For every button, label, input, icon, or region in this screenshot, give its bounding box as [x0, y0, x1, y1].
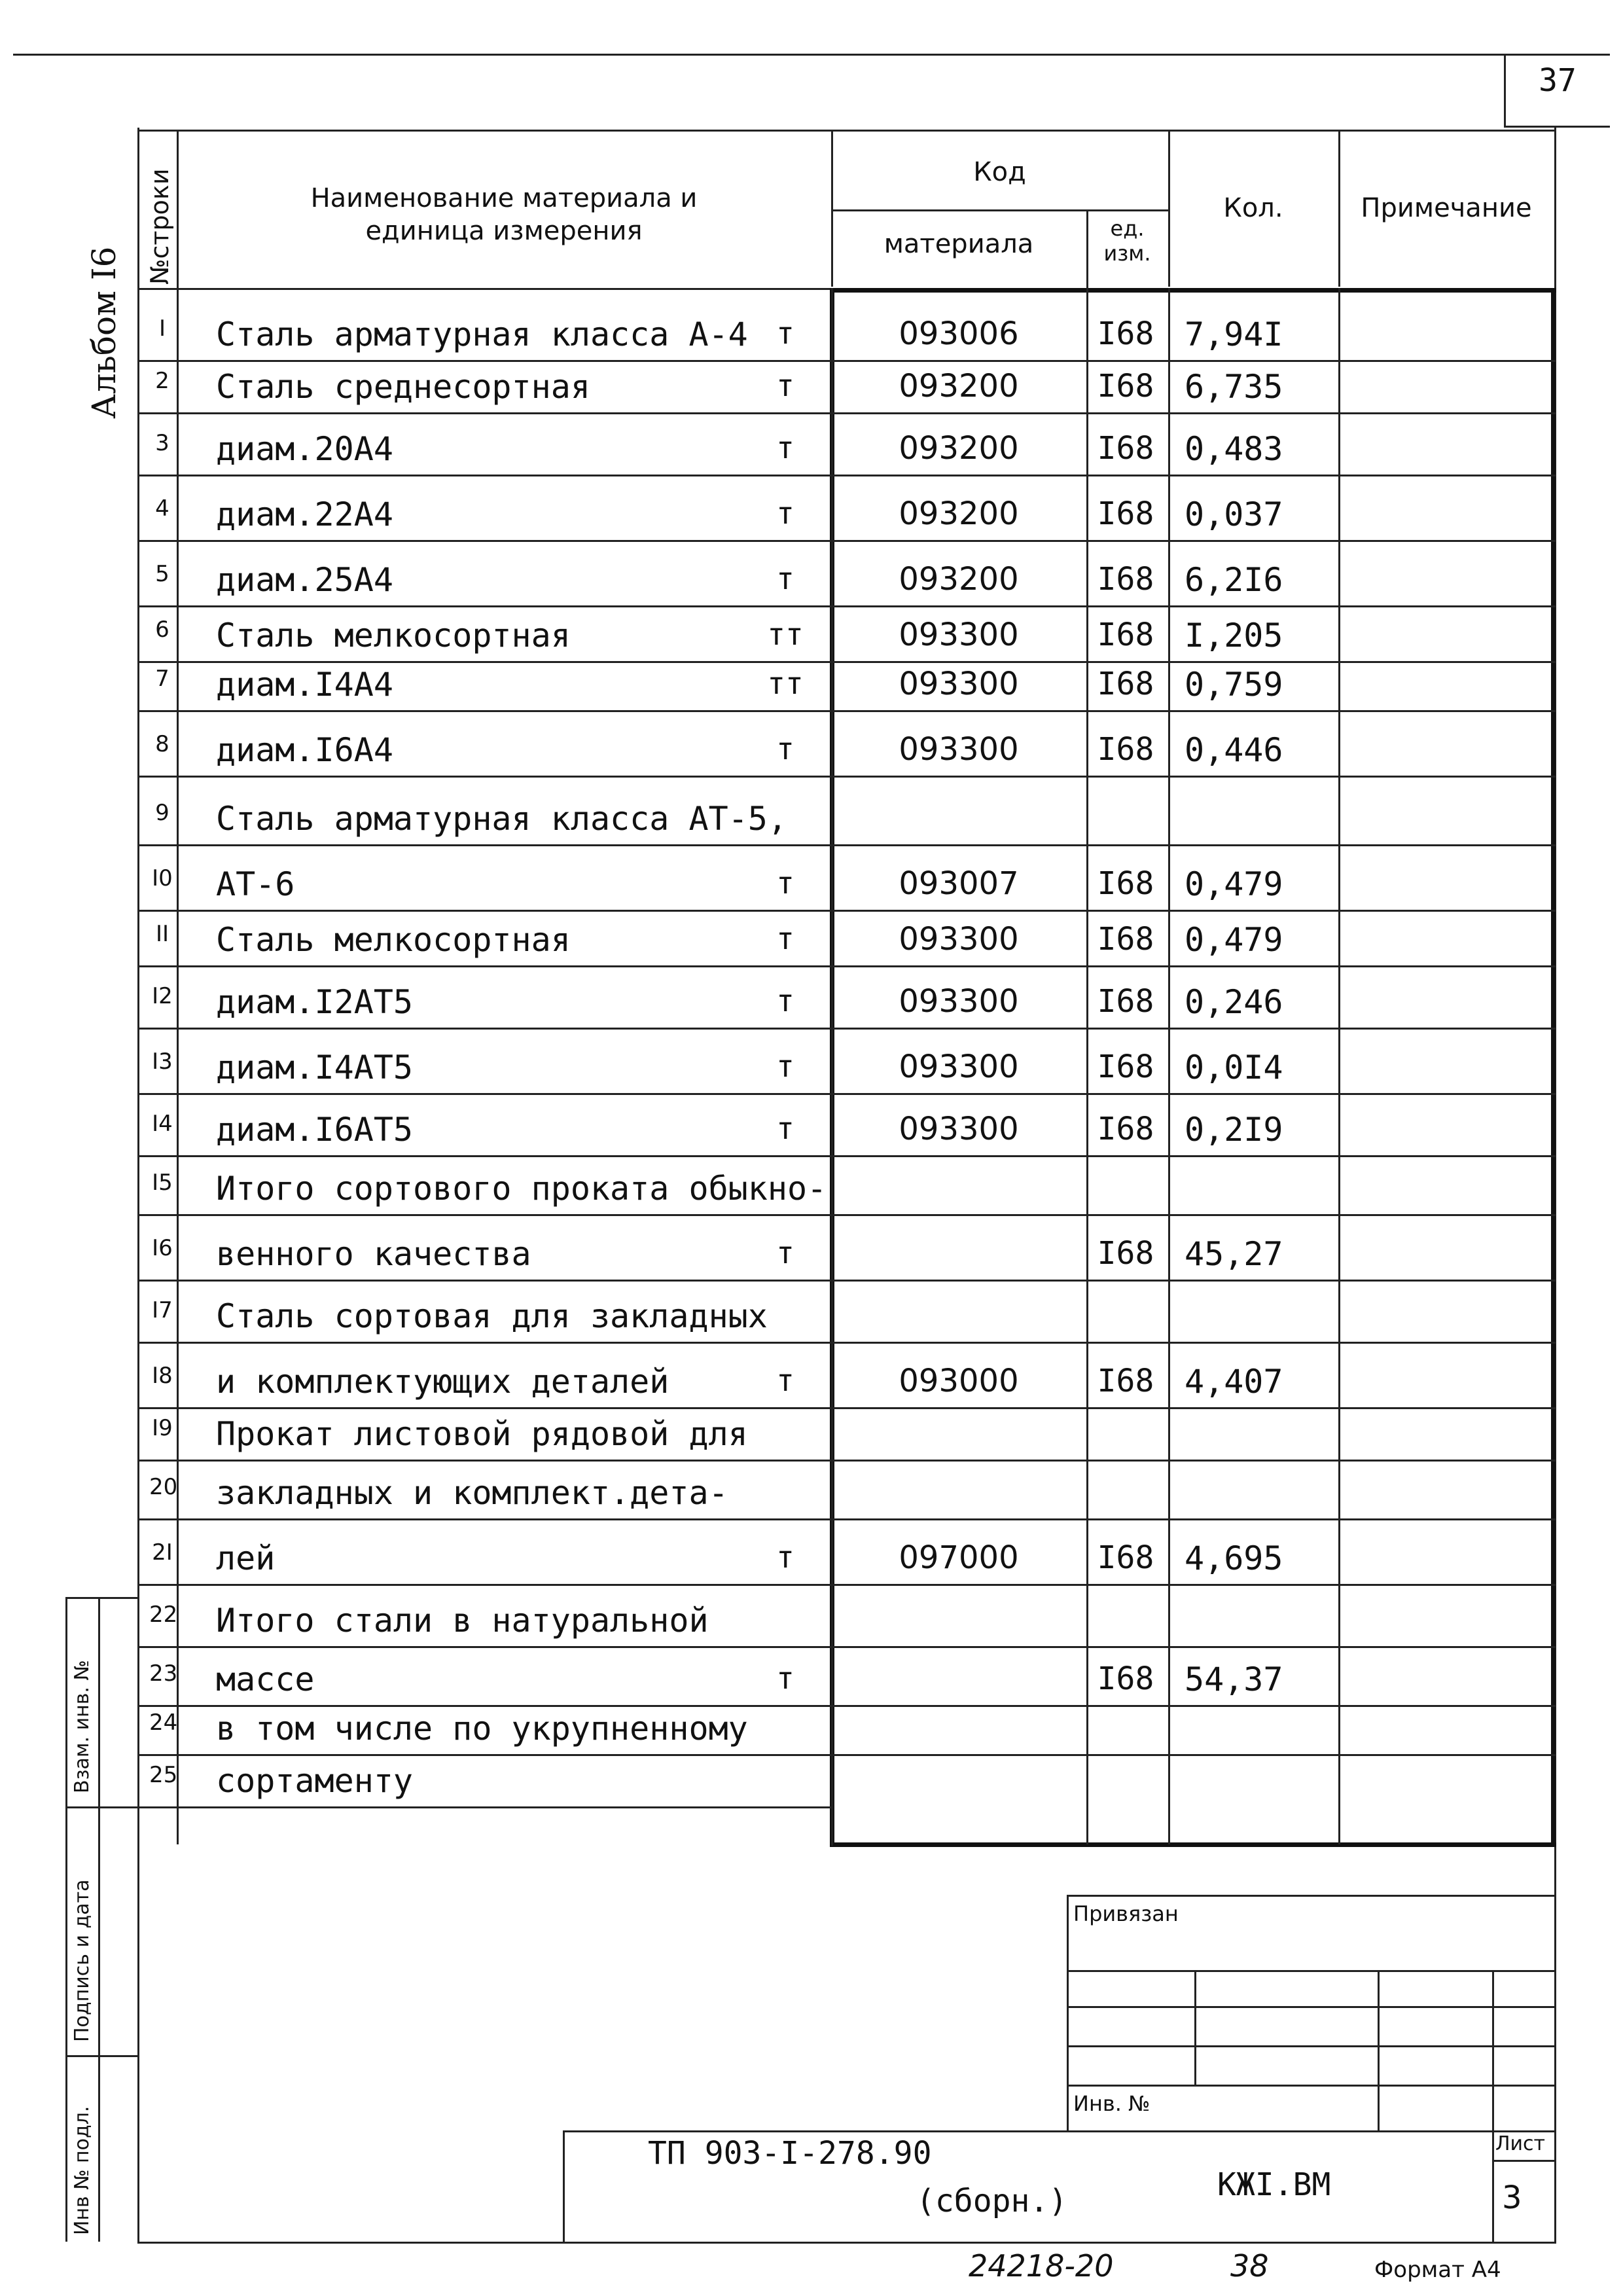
- cell-name: и комплектующих деталей: [216, 1363, 669, 1401]
- cell-name: диам.I6АТ5: [216, 1111, 414, 1149]
- row-separator: [137, 1214, 1556, 1216]
- cell-n: 2I: [152, 1539, 173, 1566]
- row-separator: [137, 1093, 1556, 1095]
- cell-name: диам.20А4: [216, 430, 393, 468]
- cell-meas: I68: [1097, 1363, 1154, 1399]
- cell-unit: т: [776, 1049, 794, 1084]
- cell-n: I7: [152, 1297, 173, 1323]
- cell-name: в том числе по укрупненному: [216, 1710, 748, 1748]
- stamp-line4: [1067, 2085, 1556, 2087]
- doc-mark: КЖI.ВМ: [1217, 2166, 1331, 2203]
- side-label-inv-orig: Инв № подл.: [71, 2106, 94, 2235]
- cell-qty: 0,479: [1185, 865, 1283, 903]
- row-separator: [137, 1584, 1556, 1586]
- cell-name: венного качества: [216, 1235, 531, 1273]
- stamp-inv: Инв. №: [1073, 2091, 1150, 2116]
- footer-format: Формат А4: [1374, 2257, 1501, 2283]
- cell-qty: 0,037: [1185, 495, 1283, 533]
- cell-meas: I68: [1097, 1049, 1154, 1085]
- doc-code: ТП 903-I-278.90: [648, 2135, 932, 2172]
- row-separator: [137, 1705, 1556, 1707]
- frame-bottom: [137, 2242, 1556, 2244]
- cell-name: диам.25А4: [216, 561, 393, 599]
- sheet-label-line: [1492, 2160, 1556, 2162]
- page-number-box-bottom: [1504, 126, 1610, 128]
- header-code-unit-1: ед.: [1110, 216, 1145, 241]
- cell-n: I0: [152, 865, 173, 891]
- cell-unit: тт: [767, 617, 804, 652]
- cell-unit: т: [776, 561, 794, 596]
- cell-name: диам.I6А4: [216, 731, 393, 769]
- sheet-number: 3: [1502, 2179, 1522, 2216]
- col-meas-right: [1168, 288, 1170, 1844]
- cell-n: 5: [155, 561, 169, 587]
- cell-n: I6: [152, 1235, 173, 1261]
- row-separator: [137, 1518, 1556, 1520]
- cell-meas: I68: [1097, 921, 1154, 958]
- cell-n: I: [158, 315, 166, 342]
- header-code-material: материала: [883, 229, 1034, 259]
- cell-unit: т: [776, 495, 794, 531]
- cell-unit: т: [776, 1363, 794, 1398]
- cell-n: I2: [152, 983, 173, 1009]
- title-block-top: [563, 2130, 1556, 2132]
- side-strip-sep1: [65, 1806, 137, 1808]
- stamp-line1: [1067, 1970, 1556, 1972]
- cell-name: Прокат листовой рядовой для: [216, 1415, 748, 1453]
- cell-qty: 6,2I6: [1185, 561, 1283, 599]
- cell-meas: I68: [1097, 368, 1154, 404]
- cell-code: 093300: [899, 617, 1019, 653]
- cell-name: АТ-6: [216, 865, 295, 903]
- cell-n: 9: [155, 800, 169, 826]
- row-separator: [137, 1806, 831, 1808]
- stamp-privyazan: Привязан: [1073, 1901, 1179, 1926]
- frame-left: [137, 128, 139, 2242]
- cell-n: 3: [155, 430, 169, 456]
- stamp-v2: [1378, 1970, 1380, 2132]
- cell-n: 23: [149, 1660, 178, 1687]
- cell-code: 093200: [899, 430, 1019, 467]
- row-separator: [137, 965, 1556, 967]
- cell-code: 093000: [899, 1363, 1019, 1399]
- cell-unit: т: [776, 1235, 794, 1270]
- row-separator: [137, 844, 1556, 846]
- col-qty-right: [1338, 288, 1340, 1844]
- header-code-unit-2: изм.: [1103, 241, 1151, 266]
- cell-unit: т: [776, 430, 794, 465]
- cell-meas: I68: [1097, 561, 1154, 598]
- cell-code: 093300: [899, 731, 1019, 768]
- row-separator: [137, 1342, 1556, 1344]
- row-separator: [137, 1646, 1556, 1648]
- row-separator: [137, 360, 1556, 362]
- cell-qty: 0,479: [1185, 921, 1283, 959]
- cell-meas: I68: [1097, 666, 1154, 702]
- stamp-line3: [1067, 2045, 1556, 2047]
- cell-meas: I68: [1097, 1660, 1154, 1697]
- cell-code: 093300: [899, 983, 1019, 1020]
- cell-name: Сталь среднесортная: [216, 368, 590, 406]
- col-name-right: [831, 288, 833, 1846]
- cell-unit: т: [776, 1111, 794, 1146]
- side-strip-sep2: [65, 2055, 137, 2057]
- row-separator: [137, 1407, 1556, 1409]
- cell-n: 2: [155, 368, 169, 394]
- cell-n: I5: [152, 1170, 173, 1196]
- cell-name: диам.22А4: [216, 495, 393, 533]
- side-label-sign: Подпись и дата: [71, 1879, 94, 2042]
- cell-unit: т: [776, 983, 794, 1018]
- cell-meas: I68: [1097, 617, 1154, 653]
- cell-meas: I68: [1097, 430, 1154, 467]
- cell-n: 6: [155, 617, 169, 643]
- cell-unit: тт: [767, 666, 804, 701]
- top-rule: [13, 54, 1610, 56]
- cell-meas: I68: [1097, 731, 1154, 768]
- cell-meas: I68: [1097, 1235, 1154, 1272]
- data-frame-top: [831, 288, 1556, 293]
- row-separator: [137, 776, 1556, 778]
- cell-meas: I68: [1097, 1111, 1154, 1147]
- cell-qty: 0,483: [1185, 430, 1283, 468]
- cell-code: 093300: [899, 1049, 1019, 1085]
- cell-unit: т: [776, 921, 794, 956]
- cell-unit: т: [776, 731, 794, 766]
- cell-qty: 7,94I: [1185, 315, 1283, 353]
- row-separator: [137, 412, 1556, 414]
- cell-unit: т: [776, 368, 794, 403]
- cell-meas: I68: [1097, 315, 1154, 352]
- col-name-right-hdr: [831, 130, 833, 287]
- stamp-v1: [1194, 1970, 1196, 2085]
- cell-code: 093200: [899, 495, 1019, 532]
- cell-meas: I68: [1097, 1539, 1154, 1576]
- stamp-v3: [1492, 1970, 1494, 2242]
- title-block-left: [563, 2130, 565, 2242]
- row-separator: [137, 1028, 1556, 1030]
- cell-qty: 0,759: [1185, 666, 1283, 704]
- cell-n: 20: [149, 1474, 178, 1500]
- cell-n: 22: [149, 1602, 178, 1628]
- header-name-line1: Наименование материала и: [310, 183, 698, 213]
- row-separator: [137, 1754, 1556, 1756]
- cell-qty: I,205: [1185, 617, 1283, 655]
- cell-qty: 0,2I9: [1185, 1111, 1283, 1149]
- side-strip-left: [65, 1597, 67, 2242]
- cell-n: I8: [152, 1363, 173, 1389]
- row-separator: [137, 1460, 1556, 1462]
- cell-qty: 0,446: [1185, 731, 1283, 769]
- cell-name: Сталь арматурная класса АТ-5,: [216, 800, 787, 838]
- row-separator: [137, 475, 1556, 476]
- stamp-left: [1067, 1895, 1069, 2132]
- cell-name: лей: [216, 1539, 276, 1577]
- page-number: 37: [1539, 62, 1577, 99]
- row-separator: [137, 710, 1556, 712]
- cell-unit: т: [776, 1539, 794, 1575]
- cell-n: 7: [155, 666, 169, 692]
- cell-qty: 45,27: [1185, 1235, 1283, 1273]
- cell-code: 097000: [899, 1539, 1019, 1576]
- cell-code: 093200: [899, 561, 1019, 598]
- cell-unit: т: [776, 1660, 794, 1696]
- stamp-line2: [1067, 2006, 1556, 2008]
- cell-qty: 0,0I4: [1185, 1049, 1283, 1086]
- cell-name: диам.I2АТ5: [216, 983, 414, 1021]
- row-separator: [137, 540, 1556, 542]
- cell-name: Итого стали в натуральной: [216, 1602, 709, 1640]
- cell-qty: 4,695: [1185, 1539, 1283, 1577]
- cell-code: 093300: [899, 921, 1019, 958]
- header-note: Примечание: [1361, 193, 1532, 223]
- cell-name: Сталь арматурная класса А-4: [216, 315, 748, 353]
- cell-unit: т: [776, 315, 794, 351]
- data-frame-bottom: [830, 1842, 1556, 1847]
- cell-code: 093300: [899, 666, 1019, 702]
- cell-n: I3: [152, 1049, 173, 1075]
- cell-name: закладных и комплект.дета-: [216, 1474, 728, 1512]
- album-label: Альбом I6: [85, 246, 123, 419]
- cell-n: 24: [149, 1710, 178, 1736]
- cell-n: I9: [152, 1415, 173, 1441]
- side-label-inv: Взам. инв. №: [71, 1660, 94, 1793]
- cell-n: I4: [152, 1111, 173, 1137]
- header-row-no: №строки: [145, 168, 174, 285]
- cell-n: 8: [155, 731, 169, 757]
- doc-sborn: (сборн.): [916, 2183, 1068, 2219]
- data-frame-right: [1551, 288, 1556, 1846]
- cell-qty: 0,246: [1185, 983, 1283, 1021]
- row-separator: [137, 661, 1556, 663]
- row-separator: [137, 1280, 1556, 1282]
- cell-code: 093006: [899, 315, 1019, 352]
- cell-name: Сталь мелкосортная: [216, 617, 571, 655]
- footer-handwritten: 24218-20: [969, 2248, 1114, 2284]
- cell-name: Итого сортового проката обыкно-: [216, 1170, 827, 1208]
- cell-name: диам.I4АТ5: [216, 1049, 414, 1086]
- row-separator: [137, 605, 1556, 607]
- footer-num: 38: [1230, 2248, 1269, 2284]
- header-name-line2: единица измерения: [365, 216, 643, 246]
- cell-qty: 6,735: [1185, 368, 1283, 406]
- side-strip-top: [65, 1597, 137, 1599]
- cell-name: Сталь мелкосортная: [216, 921, 571, 959]
- table-top: [137, 130, 1556, 132]
- col-num-right: [177, 130, 179, 1844]
- row-separator: [137, 1155, 1556, 1157]
- page-number-box-left: [1504, 54, 1506, 127]
- cell-code: 093007: [899, 865, 1019, 902]
- cell-meas: I68: [1097, 865, 1154, 902]
- cell-n: II: [155, 921, 169, 947]
- cell-code: 093200: [899, 368, 1019, 404]
- cell-name: массе: [216, 1660, 315, 1698]
- header-code: Код: [973, 157, 1026, 187]
- cell-meas: I68: [1097, 495, 1154, 532]
- cell-n: 25: [149, 1762, 178, 1788]
- stamp-top: [1067, 1895, 1556, 1897]
- cell-code: 093300: [899, 1111, 1019, 1147]
- cell-unit: т: [776, 865, 794, 901]
- cell-name: диам.I4А4: [216, 666, 393, 704]
- cell-qty: 54,37: [1185, 1660, 1283, 1698]
- cell-meas: I68: [1097, 983, 1154, 1020]
- cell-name: Сталь сортовая для закладных: [216, 1297, 768, 1335]
- cell-qty: 4,407: [1185, 1363, 1283, 1401]
- cell-n: 4: [155, 495, 169, 522]
- row-separator: [137, 910, 1556, 912]
- code-subheader-line: [831, 209, 1168, 211]
- header-qty: Кол.: [1223, 193, 1283, 223]
- side-strip-inner: [98, 1597, 100, 2242]
- cell-name: сортаменту: [216, 1762, 414, 1800]
- sheet-label: Лист: [1495, 2132, 1546, 2155]
